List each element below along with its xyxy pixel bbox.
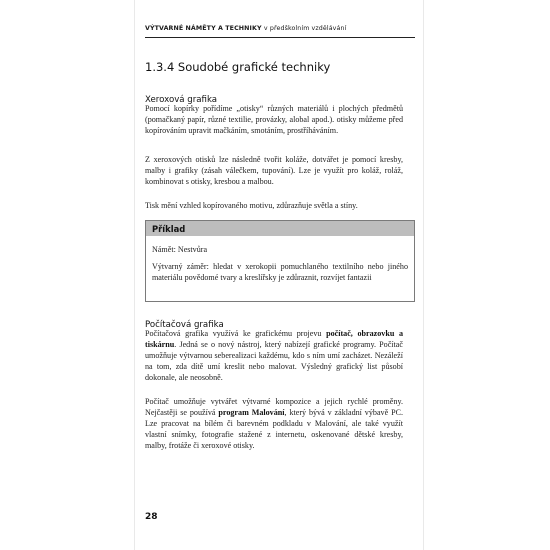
- computer-p1-text-a: Počítačová grafika využívá ke grafickému projevu: [145, 329, 327, 338]
- running-header-title: VÝTVARNÉ NÁMĚTY A TECHNIKY: [145, 25, 262, 32]
- header-rule: [145, 37, 415, 38]
- example-intent: Výtvarný záměr: hledat v xerokopii pomuchlaného textilního nebo jiného materiálu povědomé tvary a kreslířsky je zdůraznit, rozvíjet fantazii: [152, 262, 408, 282]
- book-page: [135, 0, 423, 550]
- xerox-paragraph-1: Pomocí kopírky pořídíme „otisky“ různých materiálů i plochých předmětů (pomačkaný papír, různé textilie, provázky, alobal apod.). otisky můžeme před kopírováním upravit mačkáním, smotáním, prostříháváním.: [145, 104, 403, 135]
- example-title: Příklad: [152, 224, 186, 234]
- computer-p2-text-c: , který bývá v základní výbavě PC. Lze pracovat na bílém či barevném podkladu v Malování, ale také využít vlastní snímky, fotografie stažené z internetu, oskenované dětské kresby, malby, frotáže či xeroxové otisky.: [145, 407, 403, 450]
- running-header: [145, 25, 415, 32]
- example-theme: Námět: Nestvůra: [152, 245, 208, 254]
- page-number: 28: [145, 512, 158, 522]
- example-box: [145, 220, 415, 302]
- section-title: 1.3.4 Soudobé grafické techniky: [145, 60, 331, 74]
- computer-p1-text-c: . Jedná se o nový nástroj, který nabízejí grafické programy. Počítač umožňuje výtvarnou seberealizaci každému, kdo s ním umí zacházet. Nezáleží na tom, zda dítě umí kreslit nebo malovat. Výsledný grafický list působí dokonale, ale neosobně.: [145, 339, 403, 382]
- computer-p2-text-a: Počítač umožňuje vytvářet výtvarné kompozice a jejich rychlé proměny. Nejčastěji se používá: [145, 397, 403, 417]
- running-header-subtitle: v předškolním vzdělávání: [263, 25, 347, 32]
- computer-paragraph-2: [145, 397, 403, 452]
- computer-p2-emphasis: program Malování: [218, 407, 285, 417]
- computer-p1-emphasis: počítač, obrazovku a tiskárnu: [145, 329, 403, 349]
- example-header: [146, 221, 414, 236]
- xerox-paragraph-3: Tisk mění vzhled kopírovaného motivu, zdůrazňuje světla a stíny.: [145, 201, 358, 210]
- xerox-paragraph-2: Z xeroxových otisků lze následně tvořit koláže, dotvářet je pomocí kresby, malby i grafiky (zásah válečkem, tupování). Lze je využít pro koláž, roláž, kombinovat s otisky, kresbou a malbou.: [145, 155, 403, 186]
- xerox-heading: Xeroxová grafika: [145, 95, 218, 105]
- computer-paragraph-1: [145, 329, 403, 384]
- computer-heading: Počítačová grafika: [145, 320, 224, 330]
